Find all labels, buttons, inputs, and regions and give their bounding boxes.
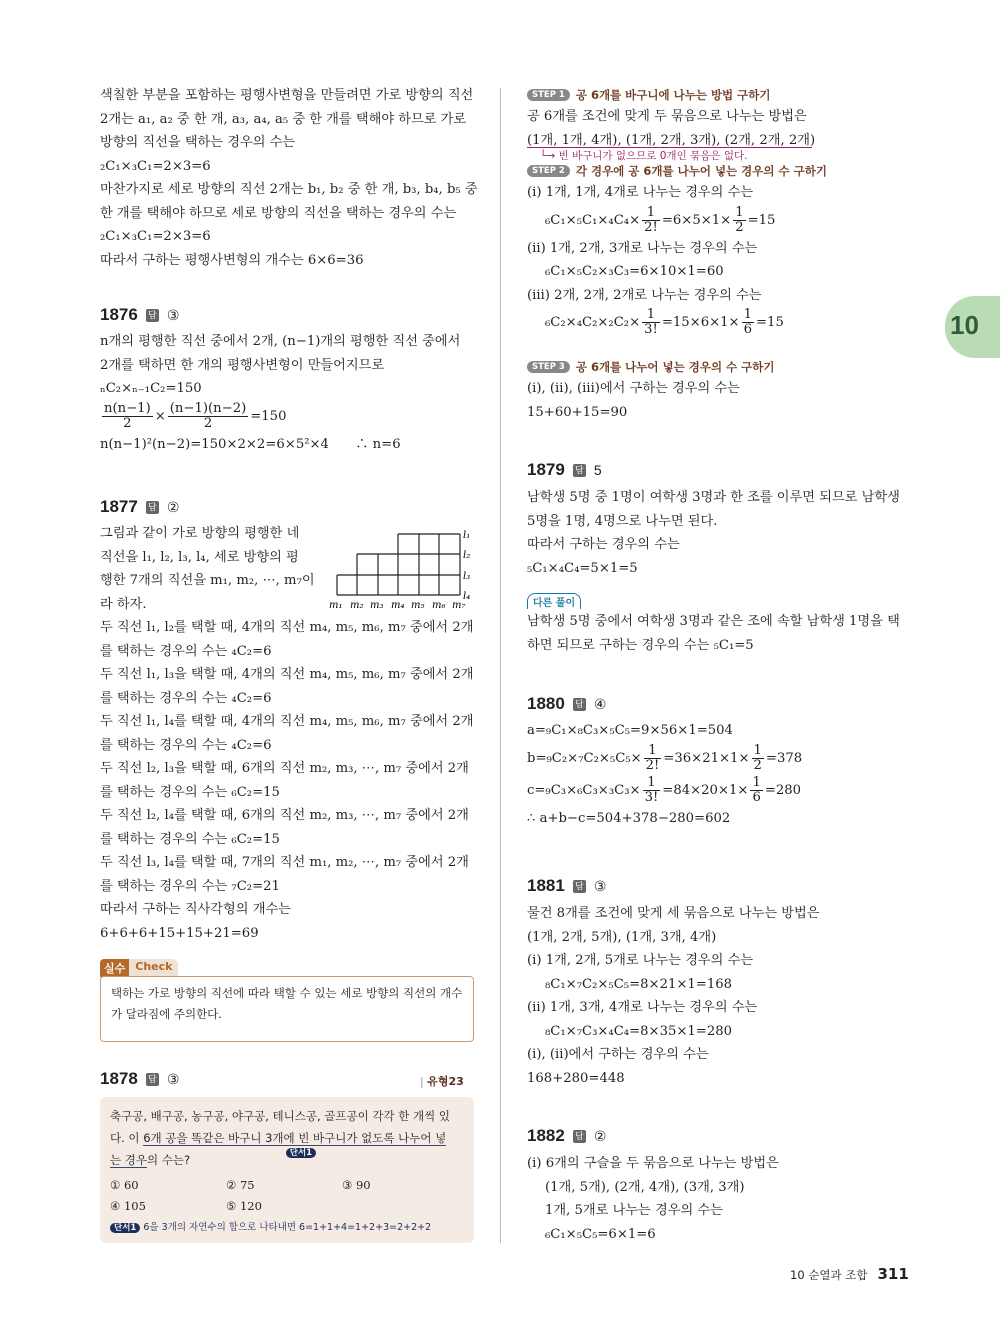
fraction bbox=[168, 402, 248, 431]
text-line: 두 직선 l₂, l₄를 택할 때, 6개의 직선 m₂, m₃, ⋯, m₇ 중에서 2개 bbox=[100, 808, 469, 823]
denominator: 6 bbox=[743, 322, 752, 337]
text-line: 두 직선 l₁, l₃을 택할 때, 4개의 직선 m₄, m₅, m₆, m₇ 중에서 2개 bbox=[100, 667, 474, 682]
answer-icon: 답 bbox=[573, 1130, 586, 1143]
choice-2[interactable]: ② 75 bbox=[226, 1178, 255, 1192]
math-line bbox=[100, 401, 474, 433]
underlined-clue: 는 경우 bbox=[110, 1153, 147, 1167]
math-text: × bbox=[154, 408, 166, 424]
answer: ② bbox=[166, 498, 180, 515]
numerator: 1 bbox=[735, 204, 744, 220]
text-line: (ⅱ) 1개, 2개, 3개로 나누는 경우의 수는 bbox=[527, 240, 758, 256]
answer: ③ bbox=[166, 306, 180, 323]
page-footer bbox=[790, 1265, 909, 1283]
solution-1876 bbox=[100, 330, 474, 456]
math-text: =6×5×1× bbox=[661, 212, 732, 228]
hint bbox=[110, 1219, 464, 1233]
text-line: (ⅰ), (ⅱ), (ⅲ)에서 구하는 경우의 수는 bbox=[527, 381, 740, 396]
choice-4[interactable]: ④ 105 bbox=[110, 1199, 146, 1213]
text-line: 두 직선 l₃, l₄를 택할 때, 7개의 직선 m₁, m₂, ⋯, m₇ 중에서 2개 bbox=[100, 855, 469, 870]
denominator: 2 bbox=[753, 757, 762, 773]
math-text: =280 bbox=[764, 782, 802, 798]
text-line: (ⅰ) 1개, 2개, 5개로 나누는 경우의 수는 bbox=[527, 953, 754, 968]
text-line: n(n−1)²(n−2)=150×2×2=6×5²×4 ∴ n=6 bbox=[100, 436, 401, 452]
numerator: 1 bbox=[743, 307, 752, 322]
answer-icon: 답 bbox=[146, 501, 159, 514]
step2-lines bbox=[527, 181, 907, 339]
hint-badge: 단서1 bbox=[286, 1148, 316, 1158]
fraction bbox=[644, 744, 662, 773]
text-line: ∴ a+b−c=504+378−280=602 bbox=[527, 810, 731, 826]
numerator: 1 bbox=[752, 774, 761, 790]
problem-number: 1878 bbox=[100, 1069, 138, 1088]
step-badge: STEP 2 bbox=[527, 165, 570, 177]
text-line: 두 직선 l₁, l₄를 택할 때, 4개의 직선 m₄, m₅, m₆, m₇ 중에서 2개 bbox=[100, 714, 474, 729]
hint-badge: 단서1 bbox=[110, 1223, 140, 1233]
text-line: 5명을 1명, 4명으로 나누면 된다. bbox=[527, 513, 718, 529]
text-line: 를 택하는 경우의 수는 ₄C₂=6 bbox=[100, 690, 272, 706]
question-line bbox=[110, 1149, 464, 1171]
problem-header-1878 bbox=[100, 1069, 179, 1089]
problem-number: 1877 bbox=[100, 497, 138, 516]
row-label: l₂ bbox=[463, 550, 471, 561]
text-line: 168+280=448 bbox=[527, 1070, 625, 1086]
check-line: 가 달라짐에 주의한다. bbox=[111, 1007, 222, 1021]
math-line bbox=[527, 307, 907, 339]
step-title: 각 경우에 공 6개를 나누어 넣는 경우의 수 구하기 bbox=[575, 164, 827, 178]
math-line bbox=[527, 775, 907, 807]
text-line: 6+6+6+15+15+21=69 bbox=[100, 925, 259, 941]
chapter-number: 10 bbox=[950, 310, 979, 340]
alternative-solution-1879 bbox=[527, 610, 907, 657]
mistake-check-tab bbox=[100, 959, 178, 977]
text-line: (ⅲ) 2개, 2개, 2개로 나누는 경우의 수는 bbox=[527, 287, 762, 303]
grid-diagram bbox=[325, 524, 485, 616]
question-box-1878 bbox=[100, 1097, 474, 1243]
math-text: =378 bbox=[765, 750, 803, 766]
column-divider bbox=[500, 88, 501, 1243]
question-line: 축구공, 배구공, 농구공, 야구공, 테니스공, 골프공이 각각 한 개씩 있 bbox=[110, 1109, 451, 1123]
step-title: 공 6개를 나누어 넣는 경우의 수 구하기 bbox=[575, 360, 775, 374]
step-badge: STEP 3 bbox=[527, 361, 570, 373]
text-line: 두 직선 l₁, l₂를 택할 때, 4개의 직선 m₄, m₅, m₆, m₇ 중에서 2개 bbox=[100, 620, 474, 635]
text-line: 남학생 5명 중 1명이 여학생 3명과 한 조를 이루면 되므로 남학생 bbox=[527, 490, 900, 505]
numerator: (n−1)(n−2) bbox=[169, 400, 247, 416]
fraction bbox=[642, 308, 660, 337]
math-text: ₆C₂×₄C₂×₂C₂× bbox=[545, 315, 641, 330]
col-label: m₄ bbox=[391, 600, 405, 611]
solution-1877 bbox=[100, 616, 474, 945]
step3-lines bbox=[527, 377, 907, 424]
numerator: 1 bbox=[644, 744, 662, 759]
solution-1881 bbox=[527, 902, 907, 1090]
denominator: 2! bbox=[645, 757, 660, 773]
math-text: c=₉C₃×₆C₃×₃C₃× bbox=[527, 782, 641, 798]
text-line: (ⅰ), (ⅱ)에서 구하는 경우의 수는 bbox=[527, 1047, 709, 1062]
problem-header-1877 bbox=[100, 497, 179, 517]
step1-heading bbox=[527, 87, 771, 103]
math-line: ₈C₁×₇C₃×₄C₄=8×35×1=280 bbox=[545, 1023, 733, 1039]
fraction bbox=[102, 402, 153, 431]
text-line: ₅C₁×₄C₄=5×1=5 bbox=[527, 560, 638, 576]
math-line: 1개, 5개로 나누는 경우의 수는 bbox=[545, 1203, 723, 1218]
text-line: 라 하자. bbox=[100, 596, 147, 612]
solution-1882 bbox=[527, 1152, 907, 1246]
answer: ③ bbox=[593, 877, 607, 894]
answer-icon: 답 bbox=[573, 464, 586, 477]
solution-1877-intro bbox=[100, 522, 320, 616]
text-line: 그림과 같이 가로 방향의 평행한 네 bbox=[100, 526, 300, 541]
step2-heading bbox=[527, 163, 827, 179]
denominator: 2 bbox=[123, 415, 132, 431]
math-line bbox=[527, 743, 907, 775]
choice-5[interactable]: ⑤ 120 bbox=[226, 1199, 262, 1213]
problem-number: 1882 bbox=[527, 1126, 565, 1145]
text-line: (1개, 1개, 4개), (1개, 2개, 3개), (2개, 2개, 2개) bbox=[527, 132, 816, 148]
math-line bbox=[527, 205, 907, 237]
text-line: 두 직선 l₂, l₃을 택할 때, 6개의 직선 m₂, m₃, ⋯, m₇ 중에서 2개 bbox=[100, 761, 469, 776]
annotation-note: └→ 빈 바구니가 없으므로 0개인 묶음은 없다. bbox=[540, 150, 748, 162]
text-line: 2개를 택하면 한 개의 평행사변형이 만들어지므로 bbox=[100, 357, 385, 373]
text-line: (ⅱ) 1개, 3개, 4개로 나누는 경우의 수는 bbox=[527, 1000, 758, 1015]
row-label: l₁ bbox=[463, 530, 471, 541]
fraction bbox=[752, 744, 764, 773]
problem-header-1882 bbox=[527, 1126, 606, 1146]
text-line: 를 택하는 경우의 수는 ₆C₂=15 bbox=[100, 831, 280, 847]
text-line: (1개, 2개, 5개), (1개, 3개, 4개) bbox=[527, 929, 717, 945]
text-line: 공 6개를 조건에 맞게 두 묶음으로 나누는 방법은 bbox=[527, 109, 807, 124]
numerator: 1 bbox=[753, 742, 762, 758]
math-text: =36×21×1× bbox=[663, 750, 750, 766]
step-badge: STEP 1 bbox=[527, 89, 570, 101]
solution-1880 bbox=[527, 719, 907, 830]
problem-header-1881 bbox=[527, 876, 606, 896]
col-label: m₇ bbox=[452, 600, 466, 611]
choice-1[interactable]: ① 60 bbox=[110, 1178, 139, 1192]
text-line: (ⅰ) 6개의 구슬을 두 묶음으로 나누는 방법은 bbox=[527, 1156, 779, 1171]
chapter-side-tab[interactable] bbox=[945, 296, 1000, 358]
denominator: 2 bbox=[203, 415, 213, 431]
intro-solution bbox=[100, 84, 478, 272]
denominator: 3! bbox=[644, 789, 659, 805]
row-label: l₃ bbox=[463, 571, 471, 582]
mistake-check-box bbox=[100, 976, 474, 1042]
col-label: m₂ bbox=[350, 600, 364, 611]
math-text: ₆C₁×₅C₁×₄C₄× bbox=[545, 212, 641, 228]
answer-icon: 답 bbox=[573, 698, 586, 711]
text-line: 따라서 구하는 평행사변형의 개수는 6×6=36 bbox=[100, 252, 364, 268]
text-line: 를 택하는 경우의 수는 ₄C₂=6 bbox=[100, 643, 272, 659]
solution-1879 bbox=[527, 486, 907, 580]
text-line: ₂C₁×₃C₁=2×3=6 bbox=[100, 229, 211, 244]
problem-header-1879 bbox=[527, 460, 602, 480]
answer: ③ bbox=[166, 1070, 180, 1087]
text-line: 색칠한 부분을 포함하는 평행사변형을 만들려면 가로 방향의 직선 bbox=[100, 88, 474, 103]
problem-number: 1881 bbox=[527, 876, 565, 895]
text-line: 직선을 l₁, l₂, l₃, l₄, 세로 방향의 평 bbox=[100, 549, 299, 565]
text-line: 2개는 a₁, a₂ 중 한 개, a₃, a₄, a₅ 중 한 개를 택해야 하므로 가로 bbox=[100, 111, 467, 127]
math-text: =15×6×1× bbox=[661, 315, 740, 330]
col-label: m₃ bbox=[370, 600, 384, 611]
question-text: 의 수는? bbox=[146, 1153, 191, 1167]
text-line: ₙC₂×ₙ₋₁C₂=150 bbox=[100, 381, 202, 396]
problem-number: 1880 bbox=[527, 694, 565, 713]
text-line: 하면 되므로 구하는 경우의 수는 ₅C₁=5 bbox=[527, 637, 754, 653]
page-number: 311 bbox=[877, 1265, 909, 1283]
text-line: 물건 8개를 조건에 맞게 세 묶음으로 나누는 방법은 bbox=[527, 906, 820, 921]
math-text: =15 bbox=[747, 212, 776, 228]
check-tab-label: 실수 bbox=[100, 959, 129, 977]
chapter-title: 10 순열과 조합 bbox=[790, 1268, 868, 1282]
answer: ④ bbox=[593, 695, 607, 712]
numerator: 1 bbox=[643, 776, 661, 791]
denominator: 3! bbox=[644, 322, 658, 337]
text-line: 따라서 구하는 직사각형의 개수는 bbox=[100, 902, 291, 917]
hint-text: 6을 3개의 자연수의 합으로 나타내면 6=1+1+4=1+2+3=2+2+2 bbox=[143, 1222, 432, 1233]
fraction bbox=[750, 776, 762, 805]
text-line: (ⅰ) 1개, 1개, 4개로 나누는 경우의 수는 bbox=[527, 185, 754, 200]
check-tab-title: Check bbox=[129, 959, 178, 977]
denominator: 2 bbox=[735, 219, 744, 235]
math-line: (1개, 5개), (2개, 4개), (3개, 3개) bbox=[545, 1179, 745, 1195]
denominator: 2! bbox=[644, 219, 658, 235]
answer-icon: 답 bbox=[146, 1073, 159, 1086]
text-line: 따라서 구하는 경우의 수는 bbox=[527, 537, 680, 552]
text-line: 를 택하는 경우의 수는 ₇C₂=21 bbox=[100, 878, 280, 894]
denominator: 6 bbox=[752, 789, 761, 805]
text-line: 를 택하는 경우의 수는 ₄C₂=6 bbox=[100, 737, 272, 753]
text-line: 한 개를 택해야 하므로 세로 방향의 직선을 택하는 경우의 수는 bbox=[100, 205, 457, 221]
type-label-text: 유형23 bbox=[427, 1075, 464, 1088]
math-text: =150 bbox=[250, 408, 287, 424]
problem-number: 1879 bbox=[527, 460, 565, 479]
math-text: =15 bbox=[756, 315, 784, 330]
text-line: 마찬가지로 세로 방향의 직선 2개는 b₁, b₂ 중 한 개, b₃, b₄, b₅ 중 bbox=[100, 182, 478, 197]
col-label: m₁ bbox=[329, 600, 343, 611]
row-label: l₄ bbox=[463, 591, 471, 602]
answer: 5 bbox=[593, 462, 602, 478]
math-text: =84×20×1× bbox=[662, 782, 749, 798]
numerator: 1 bbox=[642, 206, 660, 221]
math-line: ₆C₁×₅C₂×₃C₃=6×10×1=60 bbox=[545, 264, 724, 279]
alternative-solution-label: 다른 풀이 bbox=[527, 593, 581, 609]
text-line: ₂C₁×₃C₁=2×3=6 bbox=[100, 158, 211, 174]
fraction bbox=[643, 776, 661, 805]
check-line: 택하는 가로 방향의 직선에 따라 택할 수 있는 세로 방향의 직선의 개수 bbox=[111, 986, 463, 1000]
math-line: ₆C₁×₅C₅=6×1=6 bbox=[545, 1226, 656, 1242]
answer: ② bbox=[593, 1127, 607, 1144]
choice-3[interactable]: ③ 90 bbox=[342, 1178, 371, 1192]
problem-type-label[interactable]: | 유형23 bbox=[420, 1075, 464, 1088]
text-line: n개의 평행한 직선 중에서 2개, (n−1)개의 평행한 직선 중에서 bbox=[100, 334, 461, 349]
answer-choices bbox=[110, 1175, 464, 1217]
text-line: 를 택하는 경우의 수는 ₆C₂=15 bbox=[100, 784, 280, 800]
math-text: b=₉C₂×₇C₂×₅C₅× bbox=[527, 750, 642, 766]
numerator: 1 bbox=[642, 308, 660, 323]
step3-heading bbox=[527, 359, 775, 375]
problem-header-1876 bbox=[100, 305, 179, 325]
answer-icon: 답 bbox=[146, 309, 159, 322]
text-line: 남학생 5명 중에서 여학생 3명과 같은 조에 속할 남학생 1명을 택 bbox=[527, 614, 900, 629]
underlined-clue: 6개 공을 똑같은 바구니 3개에 빈 바구니가 없도록 나누어 넣 bbox=[143, 1131, 447, 1145]
text-line: a=₉C₁×₈C₃×₅C₅=9×56×1=504 bbox=[527, 723, 733, 738]
text-line: 행한 7개의 직선을 m₁, m₂, ⋯, m₇이 bbox=[100, 573, 315, 588]
step-title: 공 6개를 바구니에 나누는 방법 구하기 bbox=[575, 88, 771, 102]
numerator: n(n−1) bbox=[104, 400, 151, 416]
col-label: m₆ bbox=[432, 600, 446, 611]
col-label: m₅ bbox=[411, 600, 425, 611]
fraction bbox=[733, 206, 745, 235]
problem-number: 1876 bbox=[100, 305, 138, 324]
problem-header-1880 bbox=[527, 694, 606, 714]
question-line bbox=[110, 1127, 464, 1149]
question-text: 다. 이 bbox=[110, 1131, 144, 1145]
answer-icon: 답 bbox=[573, 880, 586, 893]
fraction bbox=[742, 308, 754, 337]
step1-lines bbox=[527, 105, 907, 152]
text-line: 방향의 직선을 택하는 경우의 수는 bbox=[100, 135, 296, 150]
text-line: 15+60+15=90 bbox=[527, 404, 628, 420]
math-line: ₈C₁×₇C₂×₅C₅=8×21×1=168 bbox=[545, 976, 733, 992]
fraction bbox=[642, 206, 660, 235]
